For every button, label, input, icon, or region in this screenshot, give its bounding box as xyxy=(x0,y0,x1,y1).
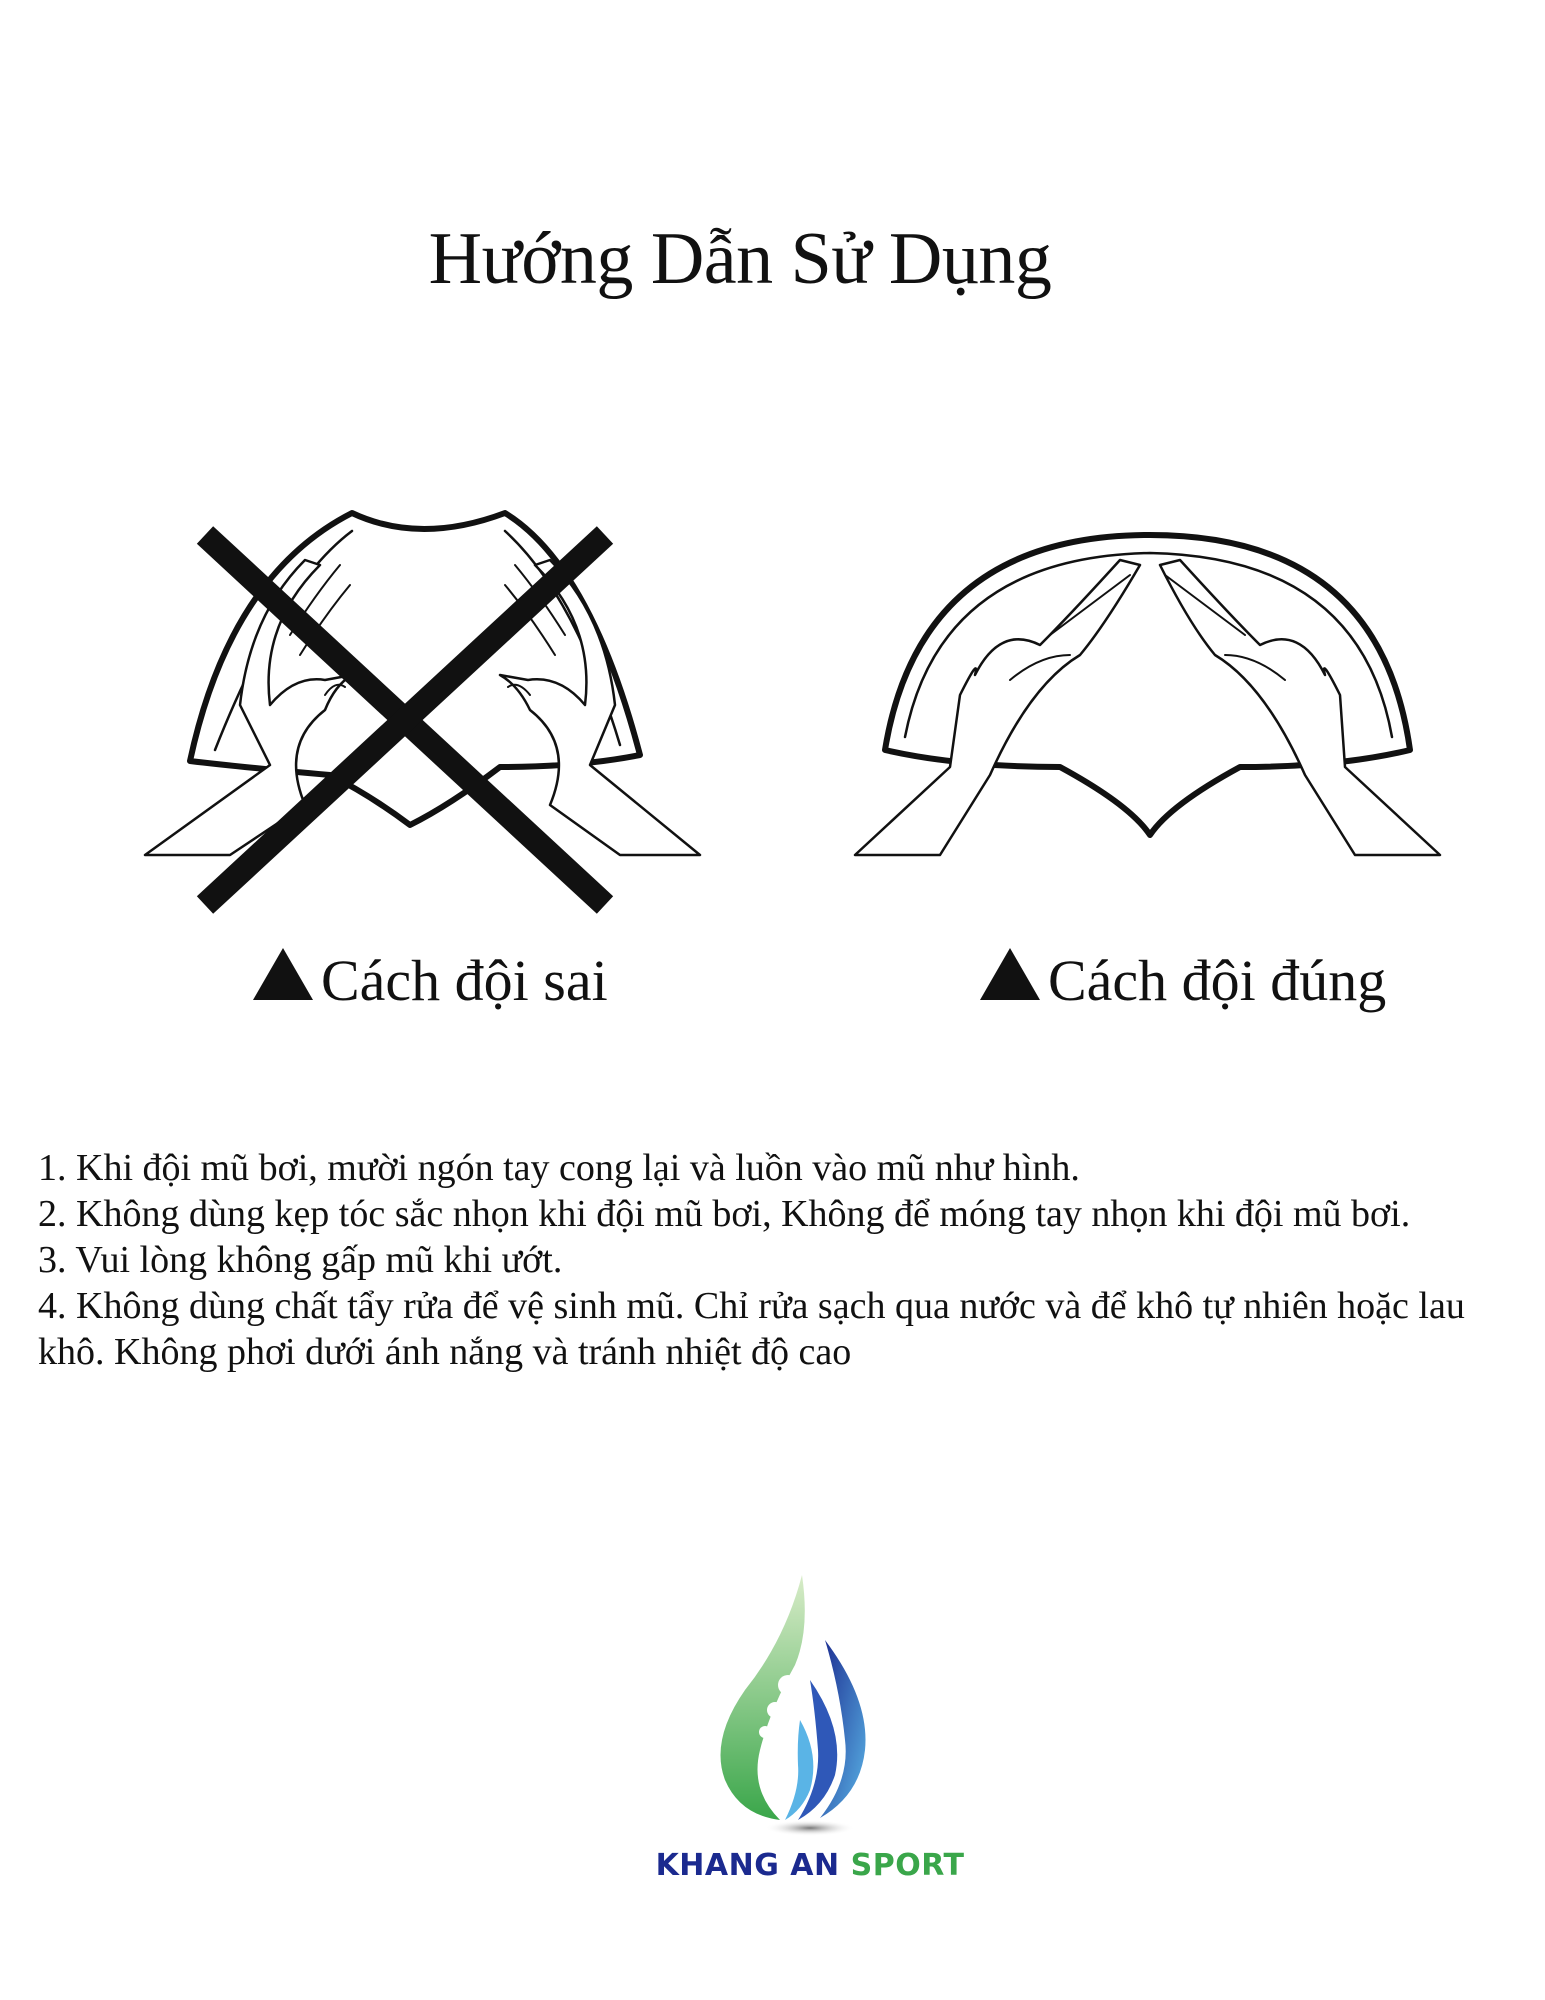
triangle-icon xyxy=(253,948,313,1000)
page-title: Hướng Dẫn Sử Dụng xyxy=(428,218,1052,300)
instruction-item: 2. Không dùng kẹp tóc sắc nhọn khi đội mũ bơi, Không để móng tay nhọn khi đội mũ bơi. xyxy=(38,1193,1411,1235)
instruction-item: 3. Vui lòng không gấp mũ khi ướt. xyxy=(38,1239,563,1281)
khang-an-sport-logo-icon xyxy=(650,1570,980,1840)
instruction-item: 4. Không dùng chất tẩy rửa để vệ sinh mũ. Chỉ rửa sạch qua nước và để khô tự nhiên hoặc lau khô. Không phơi dưới ánh nắng và tránh nhiệt độ cao xyxy=(38,1285,1465,1373)
triangle-icon xyxy=(980,948,1040,1000)
instruction-list xyxy=(38,1145,1478,1375)
right-way-illustration xyxy=(840,505,1540,945)
wrong-way-illustration xyxy=(120,505,820,945)
right-way-caption: Cách đội đúng xyxy=(980,948,1386,1010)
wrong-way-caption: Cách đội sai xyxy=(253,948,608,1010)
instruction-item: 1. Khi đội mũ bơi, mười ngón tay cong lại và luồn vào mũ như hình. xyxy=(38,1147,1080,1189)
brand-name: KHANG AN SPORT xyxy=(655,1848,965,1883)
